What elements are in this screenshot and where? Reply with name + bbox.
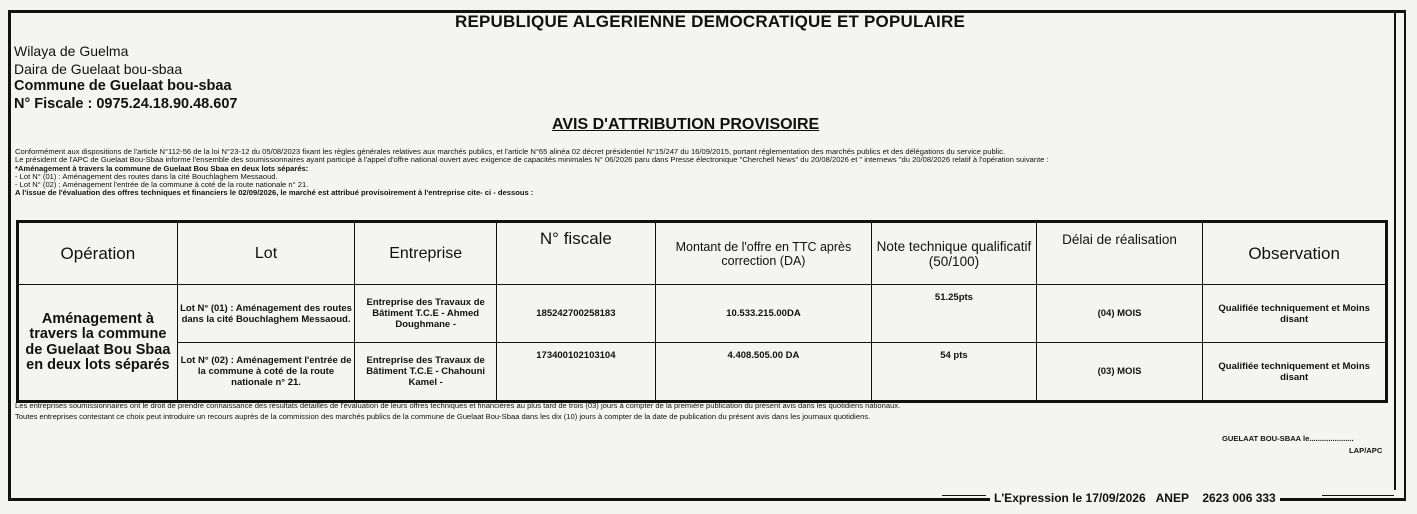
notice-footer [15,400,1400,422]
entreprise-cell: Entreprise des Travaux de Bâtiment T.C.E - Chahouni Kamel - [355,343,497,402]
delai-cell: (04) MOIS [1036,285,1203,343]
publication-newspaper: L'Expression le 17/09/2026 [994,491,1146,505]
attribution-table [16,220,1388,403]
montant-cell: 10.533.215.00DA [655,285,871,343]
table-header-row [18,222,1387,285]
header-nif: N° fiscale [497,222,656,285]
table-row [18,343,1387,402]
note-cell: 51.25pts [872,285,1037,343]
signature-place: GUELAAT BOU-SBAA le..................... [1222,434,1354,443]
header-note: Note technique qualificatif (50/100) [872,222,1037,285]
issuer-block [14,43,237,113]
notice-body [15,148,1400,198]
montant-cell: 4.408.505.00 DA [655,343,871,402]
publication-line [990,491,1280,505]
table-row [18,285,1387,343]
observation-cell: Qualifiée techniquement et Moins disant [1203,343,1387,402]
operation-cell: Aménagement à travers la commune de Guelaat Bou Sbaa en deux lots séparés [18,285,178,402]
nif-cell: 173400102103104 [497,343,656,402]
body-paragraph: *Aménagement à travers la commune de Guelaat Bou Sbaa en deux lots séparés: [15,163,309,173]
publication-rule-left [942,495,986,499]
republic-heading: REPUBLIQUE ALGERIENNE DEMOCRATIQUE ET POPULAIRE [455,12,965,31]
body-paragraph: Le président de l'APC de Guelaat Bou-Sbaa informe l'ensemble des soumissionnaires ayant participé à l'appel d'offre national ouvert avec exigence de capacités minimales N° 06/2026 paru dans Presse électronique "Cherchell News" du 20/08/2026 et " internews "du 20/08/2026 relatif à l'opération suivante : [15,155,1049,165]
delai-cell: (03) MOIS [1036,343,1203,402]
footer-paragraph: Toutes entreprises contestant ce choix peut introduire un recours auprès de la commission des marchés publics de la commune de Guelaat Bou-Sbaa dans les dix (10) jours à compter de la date de publication du présent avis dans les journaux quotidiens. [15,412,871,421]
publication-ref: 2623 006 333 [1202,491,1276,505]
publication-agency: ANEP [1155,491,1189,505]
header-montant: Montant de l'offre en TTC après correction (DA) [655,222,871,285]
issuer-wilaya: Wilaya de Guelma [14,43,129,59]
lot-cell: Lot N° (02) : Aménagement l'entrée de la commune à coté de la route nationale n° 21. [177,343,355,402]
note-cell: 54 pts [872,343,1037,402]
issuer-commune: Commune de Guelaat bou-sbaa [14,78,232,94]
issuer-fiscal-number: N° Fiscale : 0975.24.18.90.48.607 [14,95,238,112]
header-lot: Lot [177,222,355,285]
lot-cell: Lot N° (01) : Aménagement des routes dans la cité Bouchlaghem Messaoud. [177,285,355,343]
header-entreprise: Entreprise [355,222,497,285]
issuer-daira: Daira de Guelaat bou-sbaa [14,60,183,77]
header-observation: Observation [1203,222,1387,285]
publication-rule-right [1322,495,1394,499]
nif-cell: 185242700258183 [497,285,656,343]
body-paragraph: A l'issue de l'évaluation des offres techniques et financiers le 02/09/2026, le marché est attribué provisoirement à l'entreprise cite- ci - dessous : [15,188,534,198]
footer-paragraph: Les entreprises soumissionnaires ont le droit de prendre connaissance des résultats détaillés de l'évaluation de leurs offres techniques et financières au plus tard de trois (03) jours à compter de la première publication du présent avis dans les quotidiens nationaux. [15,401,901,410]
header-delai: Délai de réalisation [1036,222,1203,285]
signatory: LAP/APC [1349,446,1383,455]
body-paragraph: - Lot N° (01) : Aménagement des routes dans la cité Bouchlaghem Messaoud. [15,171,278,181]
notice-title: AVIS D'ATTRIBUTION PROVISOIRE [552,116,820,133]
body-paragraph: Conformément aux dispositions de l'article N°112-56 de la loi N°23-12 du 05/08/2023 fixant les règles générales relatives aux marchés publics, et l'article N°65 alinéa 02 décret présidentiel N°15/247 du 16/09/2015, portant réglementation des marchés publics et des délégations du service public. [15,147,1006,156]
observation-cell: Qualifiée techniquement et Moins disant [1203,285,1387,343]
header-operation: Opération [18,222,178,285]
body-paragraph: - Lot N° (02) : Aménagement l'entrée de la commune à coté de la route nationale n° 21. [15,180,309,190]
entreprise-cell: Entreprise des Travaux de Bâtiment T.C.E - Ahmed Doughmane - [355,285,497,343]
